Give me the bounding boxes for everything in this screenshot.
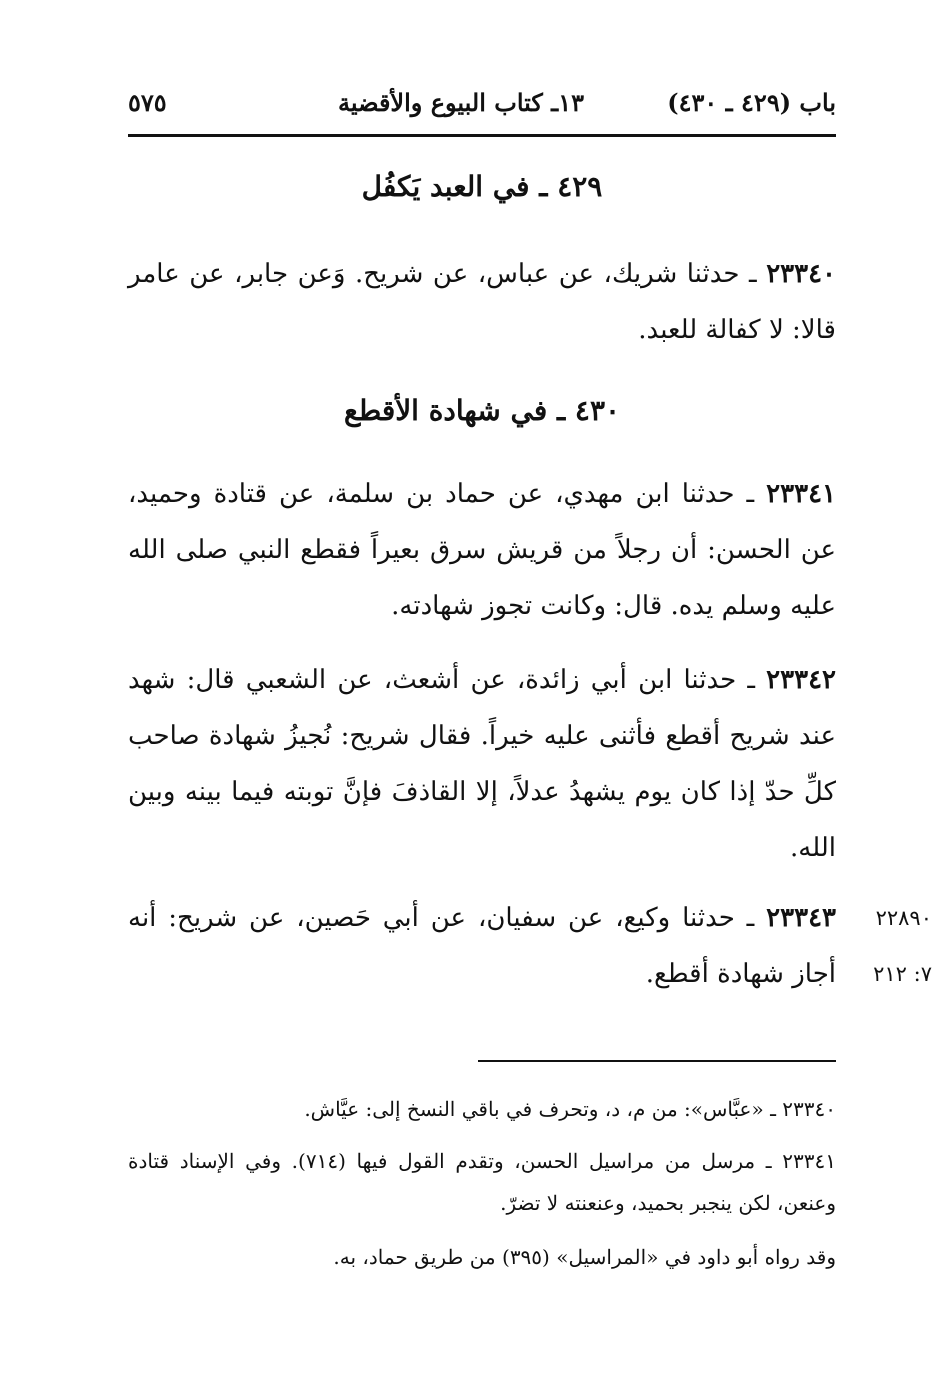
hadith-text: ـ حدثنا شريك، عن عباس، عن شريح. وَعن جابر، عن عامر قالا: لا كفالة للعبد.	[128, 259, 836, 345]
hadith-text: ـ حدثنا ابن مهدي، عن حماد بن سلمة، عن قتادة وحميد، عن الحسن: أن رجلاً من قريش سرق بعيراً فقطع النبي صلى الله عليه وسلم يده. قال: وكانت تجوز شهادته.	[128, 479, 836, 621]
hadith-text: ـ حدثنا ابن أبي زائدة، عن أشعث، عن الشعبي قال: شهد عند شريح أقطع فأثنى عليه خيراً. فقال شريح: نُجيزُ شهادة صاحب كلِّ حدّ إذا كان يوم يشهدُ عدلاً، إلا القاذفَ فإنَّ توبته فيما بينه وبين الله.	[128, 665, 836, 863]
footnote-23341: ٢٣٣٤١ ـ مرسل من مراسيل الحسن، وتقدم القول فيها (٧١٤). وفي الإسناد قتادة وعنعن، لكن ينجبر بحميد، وعنعنته لا تضرّ.	[128, 1149, 837, 1215]
footnote-continuation: وقد رواه أبو داود في «المراسيل» (٣٩٥) من طريق حماد، به.	[333, 1245, 836, 1269]
footnote-23340: ٢٣٣٤٠ ـ «عبَّاس»: من م، د، وتحرف في باقي النسخ إلى: عيَّاش.	[304, 1097, 836, 1121]
hadith-number: ٢٣٣٤١	[766, 479, 836, 509]
header-rule	[128, 134, 836, 137]
running-header	[128, 88, 836, 132]
hadith-23340	[128, 246, 836, 358]
margin-reference-1: ٢٢٨٩٠	[875, 906, 932, 930]
hadith-23343	[128, 890, 836, 1002]
hadith-number: ٢٣٣٤٣	[766, 903, 836, 933]
hadith-23341	[128, 466, 836, 634]
hadith-number: ٢٣٣٤٠	[766, 259, 837, 289]
header-chapter: باب (٤٢٩ ـ ٤٣٠)	[667, 88, 836, 117]
hadith-23342	[128, 652, 836, 876]
header-book-title: ١٣ـ كتاب البيوع والأقضية	[338, 88, 584, 117]
hadith-text: ـ حدثنا وكيع، عن سفيان، عن أبي حَصين، عن شريح: أنه أجاز شهادة أقطع.	[128, 903, 836, 989]
hadith-number: ٢٣٣٤٢	[766, 665, 836, 695]
page-number: ٥٧٥	[128, 88, 167, 117]
margin-reference-2: ٧: ٢١٢	[873, 962, 932, 986]
footnote-separator	[478, 1060, 836, 1062]
section-heading-430: ٤٣٠ ـ في شهادة الأقطع	[343, 394, 621, 427]
section-heading-429: ٤٢٩ ـ في العبد يَكفُل	[361, 170, 603, 203]
